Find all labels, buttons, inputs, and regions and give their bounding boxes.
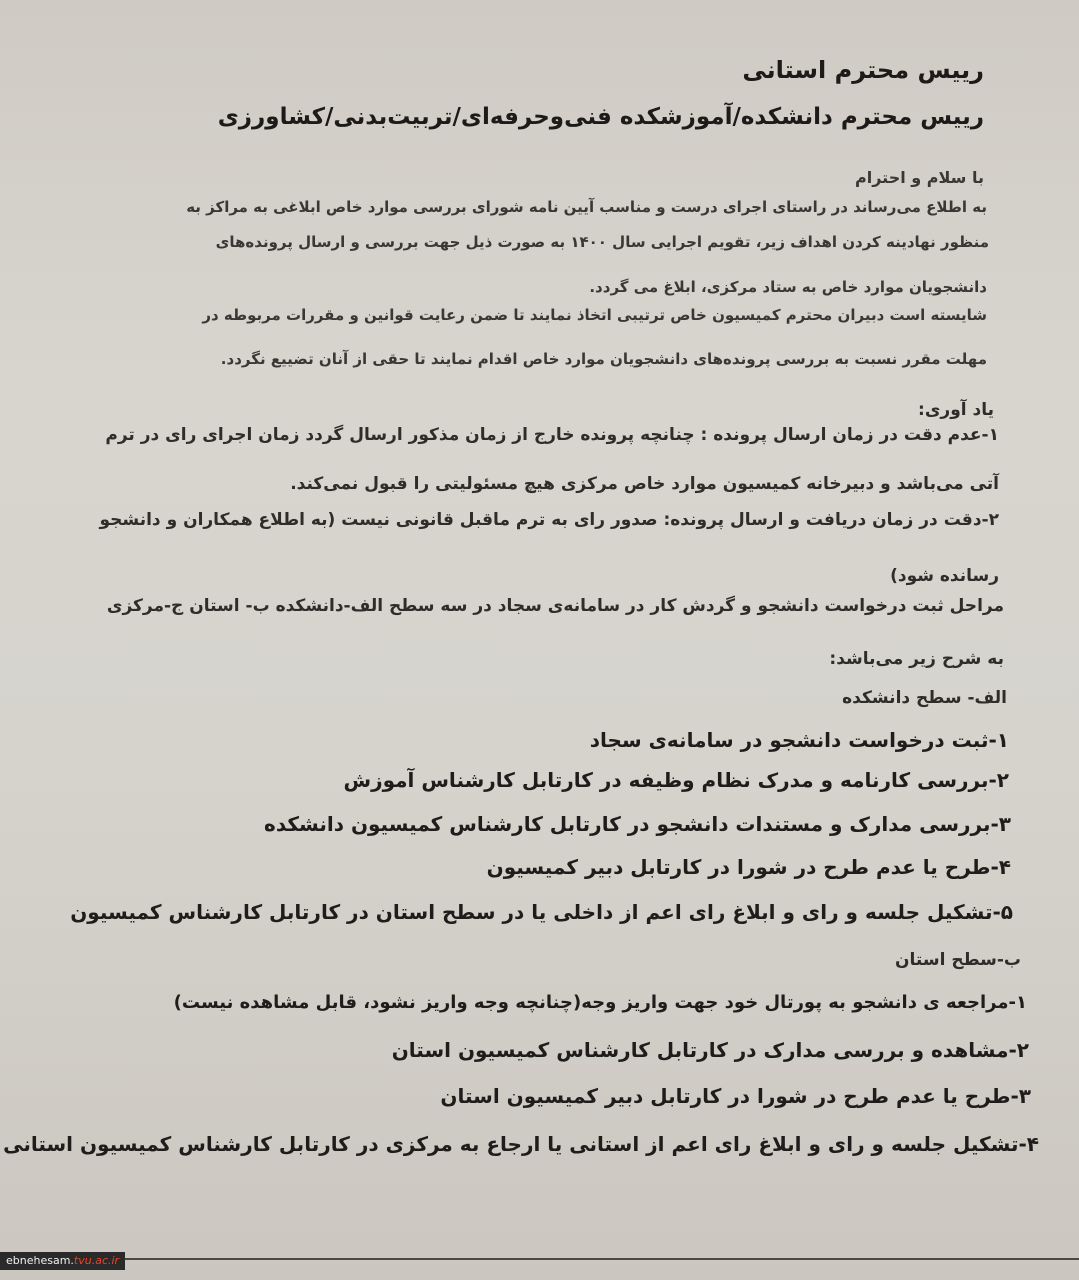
section-b-item-3: ۳-طرح یا عدم طرح در شورا در کارتابل دبیر کمیسیون استان — [440, 1084, 1031, 1108]
process-line2: به شرح زیر می‌باشد: — [829, 649, 1004, 669]
greeting: با سلام و احترام — [855, 168, 984, 187]
watermark-prefix: ebnehesam. — [6, 1254, 74, 1267]
intro-p2-line1: شایسته است دبیران محترم کمیسیون خاص ترتیبی اتخاذ نمایند تا ضمن رعایت قوانین و مقررات مربوطه در — [202, 306, 987, 324]
intro-p1-line1: به اطلاع می‌رساند در راستای اجرای درست و مناسب آیین نامه شورای بررسی موارد خاص ابلاغی به مراکز به — [186, 198, 987, 216]
header-line-2-text: رییس محترم دانشکده/آموزشکده فنی‌وحرفه‌ای/تربیت‌بدنی/کشاورزی — [217, 104, 984, 130]
intro-p2-line2: مهلت مقرر نسبت به بررسی پرونده‌های دانشجویان موارد خاص اقدام نمایند تا حقی از آنان تضییع نگردد. — [220, 350, 987, 368]
reminder-title: یاد آوری: — [918, 400, 994, 420]
section-a-item-4: ۴-طرح یا عدم طرح در شورا در کارتابل دبیر کمیسیون — [486, 855, 1011, 879]
reminder-2-line1: ۲-دقت در زمان دریافت و ارسال پرونده: صدور رای به ترم ماقبل قانونی نیست (به اطلاع همکاران و دانشجو — [99, 510, 999, 530]
section-b-title: ب-سطح استان — [895, 950, 1021, 970]
section-a-item-3: ۳-بررسی مدارک و مستندات دانشجو در کارتابل کارشناس کمیسیون دانشکده — [264, 812, 1011, 836]
watermark — [0, 1252, 125, 1270]
section-a-item-2: ۲-بررسی کارنامه و مدرک نظام وظیفه در کارتابل کارشناس آموزش — [343, 768, 1009, 792]
intro-p1-line3: دانشجویان موارد خاص به ستاد مرکزی، ابلاغ می گردد. — [589, 278, 987, 296]
section-a-title: الف- سطح دانشکده — [842, 688, 1007, 708]
intro-p1-line2: منظور نهادینه کردن اهداف زیر، تقویم اجرایی سال ۱۴۰۰ به صورت ذیل جهت بررسی و ارسال پرونده‌های — [215, 233, 989, 251]
section-b-item-1: ۱-مراجعه ی دانشجو به پورتال خود جهت واریز وجه(چنانچه وجه واریز نشود، قابل مشاهده نیست) — [173, 992, 1027, 1013]
process-line1: مراحل ثبت درخواست دانشجو و گردش کار در سامانه‌ی سجاد در سه سطح الف-دانشکده ب- استان ج-مرکزی — [106, 596, 1004, 616]
header-line-1: رییس محترم استانی — [742, 56, 984, 84]
reminder-1-line2: آتی می‌باشد و دبیرخانه کمیسیون موارد خاص مرکزی هیچ مسئولیتی را قبول نمی‌کند. — [290, 474, 999, 494]
section-a-item-1: ۱-ثبت درخواست دانشجو در سامانه‌ی سجاد — [589, 728, 1009, 752]
bottom-rule — [120, 1258, 1079, 1260]
watermark-domain: tvu.ac.ir — [73, 1254, 120, 1267]
section-b-item-4: ۴-تشکیل جلسه و رای و ابلاغ رای اعم از استانی یا ارجاع به مرکزی در کارتابل کارشناس کمیسیون استانی — [3, 1132, 1039, 1156]
section-a-item-5: ۵-تشکیل جلسه و رای و ابلاغ رای اعم از داخلی یا در سطح استان در کارتابل کارشناس کمیسیون — [70, 900, 1013, 924]
section-b-item-2: ۲-مشاهده و بررسی مدارک در کارتابل کارشناس کمیسیون استان — [391, 1038, 1029, 1062]
reminder-1-line1: ۱-عدم دقت در زمان ارسال پرونده : چنانچه پرونده خارج از زمان مذکور ارسال گردد زمان اجرای رای در ترم — [105, 425, 999, 445]
reminder-2-line2: رسانده شود) — [890, 566, 999, 586]
